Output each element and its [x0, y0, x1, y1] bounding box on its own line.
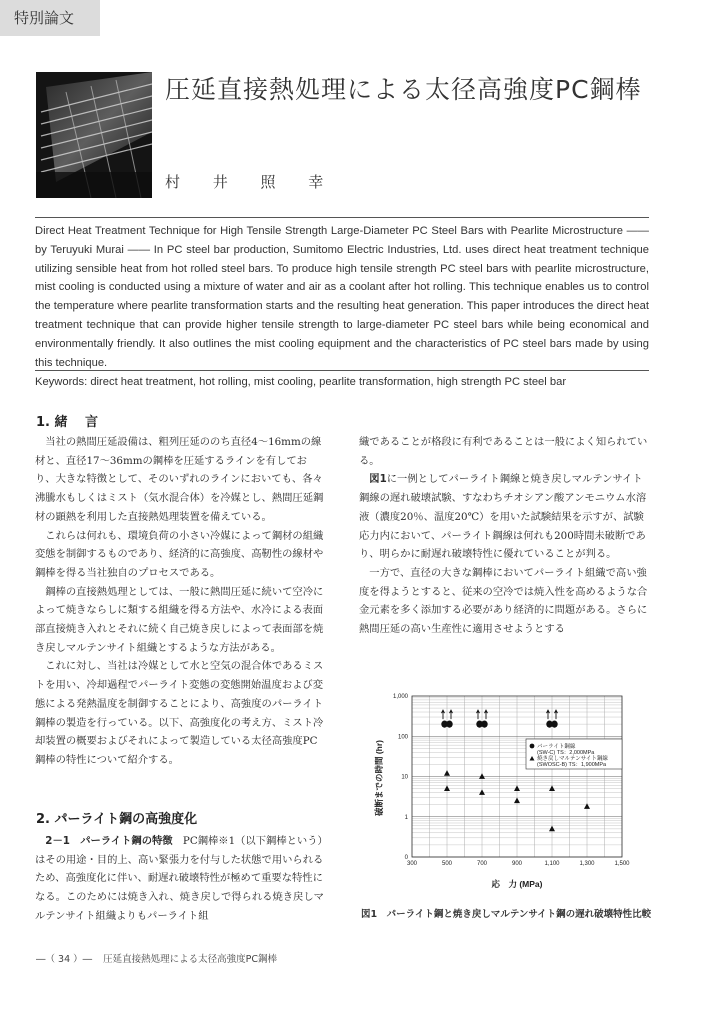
triangle-marker — [479, 773, 485, 779]
left-column — [35, 433, 325, 770]
runout-arrow — [555, 710, 558, 719]
section2-paragraph-1 — [35, 832, 325, 926]
abstract: Direct Heat Treatment Technique for High Tensile Strength Large-Diameter PC Steel Bars with Pearlite Microstructure ―― by Teruyuki Murai ―― In PC steel bar production, Sumitomo Electric Industries, Ltd. uses direct heat treatment technique utilizing sensible heat from hot rolled steel bars. To produce high tensile strength PC steel bars with pearlite microstructure, mist cooling is conducted using a mixture of water and air as a coolant after hot rolling. This technique enables us to control the temperature where pearlite transformation starts and the resulting heat generation. This paper introduces the direct heat treatment technique that can provide higher tensile strength to large-diameter PC steel bars while being economical and environmentally friendly. It also outlines the mist cooling equipment and the characteristics of PC steel bars made by using this technique. — [35, 225, 649, 369]
section2-body — [35, 832, 325, 926]
x-axis-label: 応 力 (MPa) — [491, 879, 543, 889]
legend-series-2: 焼き戻しマルテンサイト鋼線(SWOSC-B) TS：1,900MPa — [537, 756, 608, 768]
triangle-marker — [584, 803, 590, 809]
section2-heading: 2. パーライト鋼の高強度化 — [36, 812, 198, 827]
abstract-bottom-rule — [35, 370, 649, 371]
right-paragraph-1: 織であることが格段に有利であることは一般によく知られている。 — [359, 436, 648, 467]
y-tick-label: 1 — [404, 814, 408, 821]
runout-arrow — [442, 710, 445, 719]
x-tick-label: 1,300 — [579, 861, 595, 867]
triangle-marker — [444, 785, 450, 791]
legend — [526, 739, 622, 769]
legend-circle-marker — [530, 744, 535, 749]
runout-arrow — [450, 710, 453, 719]
runout-arrow — [547, 710, 550, 719]
right-paragraph-2-text: に一例としてパーライト鋼線と焼き戻しマルテンサイト鋼線の遅れ破壊試験、すなわちチオシアン酸アンモニウム水溶液（濃度20％、温度20℃）を用いた試験結果を示すが、試験応力内において、パーライト鋼線は何れも200時間未破断であり、明らかに耐遅れ破壊特性に優れていることが判る。 — [359, 473, 647, 561]
header-photo — [36, 72, 152, 198]
runout-arrow — [485, 710, 488, 719]
x-tick-label: 1,500 — [614, 861, 630, 867]
runout-arrow — [477, 710, 480, 719]
triangle-marker — [479, 789, 485, 795]
figure-1 — [360, 688, 660, 898]
triangle-marker — [514, 785, 520, 791]
x-tick-label: 700 — [476, 861, 488, 867]
abstract-top-rule — [35, 217, 649, 218]
y-tick-labels — [393, 694, 409, 861]
section1-heading: 1. 緒 言 — [36, 415, 99, 430]
y-tick-label: 10 — [401, 774, 408, 781]
footer-title: 圧延直接熱処理による太径高強度PC鋼棒 — [103, 954, 278, 965]
section-tag: 特別論文 — [0, 0, 100, 36]
page-footer — [36, 951, 285, 965]
section2-subheading: 2－1 パーライト鋼の特徴 — [45, 835, 173, 847]
triangle-marker — [549, 785, 555, 791]
section1-paragraph-1: 当社の熱間圧延設備は、粗列圧延ののち直径4～16mmの線材と、直径17～36mmの鋼棒を圧延するラインを有しており、大きな特徴として、そのいずれのラインにおいても、各々沸騰水もしくはミスト（気水混合体）を冷媒とし、熱間圧延鋼材の顕熱を利用した直接熱処理装置を備えている。 — [35, 436, 324, 523]
triangle-marker — [549, 826, 555, 832]
figure-caption: 図1 パーライト鋼と焼き戻しマルテンサイト鋼の遅れ破壊特性比較 — [361, 909, 652, 920]
triangle-marker — [514, 798, 520, 804]
delayed-fracture-chart — [360, 688, 660, 898]
section1-paragraph-2: これらは何れも、環境負荷の小さい冷媒によって鋼材の組織変態を制御するものであり、経済的に高強度、高靭性の線材や鋼棒を得る当社独自のプロセスである。 — [35, 529, 324, 579]
steel-bars-photo — [36, 72, 152, 198]
figure-reference: 図1 — [369, 473, 387, 486]
right-paragraph-3: 一方で、直径の大きな鋼棒においてパーライト組織で高い強度を得ようとすると、従来の空冷では焼入性を高めるような合金元素を多く添加する必要があり経済的に問題がある。さらに熱間圧延の高い生産性に適用させようとする — [359, 566, 648, 636]
right-column — [359, 433, 651, 639]
page-number: ―（ 34 ）― — [36, 954, 93, 965]
x-tick-label: 500 — [441, 861, 453, 867]
x-tick-label: 1,100 — [544, 861, 560, 867]
section1-paragraph-4: これに対し、当社は冷媒として水と空気の混合体であるミストを用い、冷却過程でパーライト変態の変態開始温度および変態による発熱温度を制御することにより、高強度のパーライト鋼棒の製造を行っている。以下、高強度化の考え方、ミスト冷却装置の概要およびそれによって製造している太径高強度PC鋼棒の特性について紹介する。 — [35, 660, 324, 766]
data-marks — [441, 710, 590, 831]
right-paragraph-2 — [359, 470, 651, 564]
x-tick-labels — [407, 861, 630, 867]
y-axis-label: 破断までの時間 (hr) — [374, 739, 384, 817]
chart-grid — [412, 696, 622, 857]
section2-paragraph-text: PC鋼棒※1（以下鋼棒という）はその用途・目的上、高い緊張力を付与した状態で用いられるため、高強度化に伴い、耐遅れ破壊特性が極めて重要な特性になる。このためには焼き入れ、焼き戻しで得られる焼き戻しマルテンサイト組織よりもパーライト組 — [35, 835, 324, 922]
legend-series-1: パーライト鋼線(SW-C) TS：2,000MPa — [537, 744, 595, 756]
x-tick-label: 300 — [406, 861, 418, 867]
x-tick-label: 900 — [511, 861, 523, 867]
section1-paragraph-3: 鋼棒の直接熱処理としては、一般に熱間圧延に続いて空冷によって焼きならしに類する組織を得る方法や、水冷による表面部直接焼き入れとそれに続く自己焼き戻しによって表面部を焼き戻しマルテンサイト組織とするような方法がある。 — [35, 585, 324, 654]
y-tick-label: 0 — [404, 855, 408, 861]
paper-title: 圧延直接熱処理による太径高強度PC鋼棒 — [165, 75, 642, 104]
keywords: Keywords: direct heat treatment, hot rolling, mist cooling, pearlite transformation, high strength PC steel bar — [35, 376, 567, 388]
triangle-marker — [444, 770, 450, 776]
paper-author: 村 井 照 幸 — [165, 173, 338, 191]
circle-marker — [551, 721, 557, 728]
y-tick-label: 100 — [397, 734, 408, 741]
y-tick-label: 1,000 — [392, 694, 408, 700]
